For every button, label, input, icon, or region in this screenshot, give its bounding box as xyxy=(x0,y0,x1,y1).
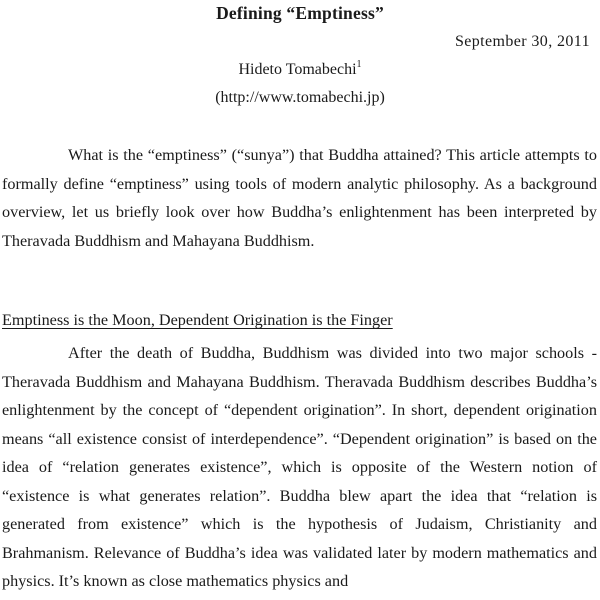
author-footnote-marker[interactable]: 1 xyxy=(356,59,362,70)
author-url: (http://www.tomabechi.jp) xyxy=(215,89,385,106)
document-date: September 30, 2011 xyxy=(454,33,590,50)
intro-paragraph: What is the “emptiness” (“sunya”) that Buddha attained? This article attempts to formally define “emptiness” using tools of modern analytic philosophy. As a background overview, let us briefly look over how Buddha’s enlightenment has been interpreted by Theravada Buddhism and Mahayana Buddhism. xyxy=(2,146,597,250)
section-heading: Emptiness is the Moon, Dependent Origination is the Finger xyxy=(2,311,393,329)
document-author xyxy=(0,61,600,79)
section-paragraph: After the death of Buddha, Buddhism was divided into two major schools - Theravada Buddhism and Mahayana Buddhism. Theravada Buddhism describes Buddha’s enlightenment by the concept of “dependent origination”. In short, dependent origination means “all existence consist of interdependence”. “Dependent origination” is based on the idea of “relation generates existence”, which is opposite of the Western notion of “existence is what generates relation”. Buddha blew apart the idea that “relation is generated from existence” which is the hypothesis of Judaism, Christianity and Brahmanism. Relevance of Buddha’s idea was validated later by modern mathematics and physics. It’s known as close mathematics physics and xyxy=(2,344,597,590)
document-title: Defining “Emptiness” xyxy=(216,3,384,23)
author-name: Hideto Tomabechi xyxy=(238,61,357,78)
